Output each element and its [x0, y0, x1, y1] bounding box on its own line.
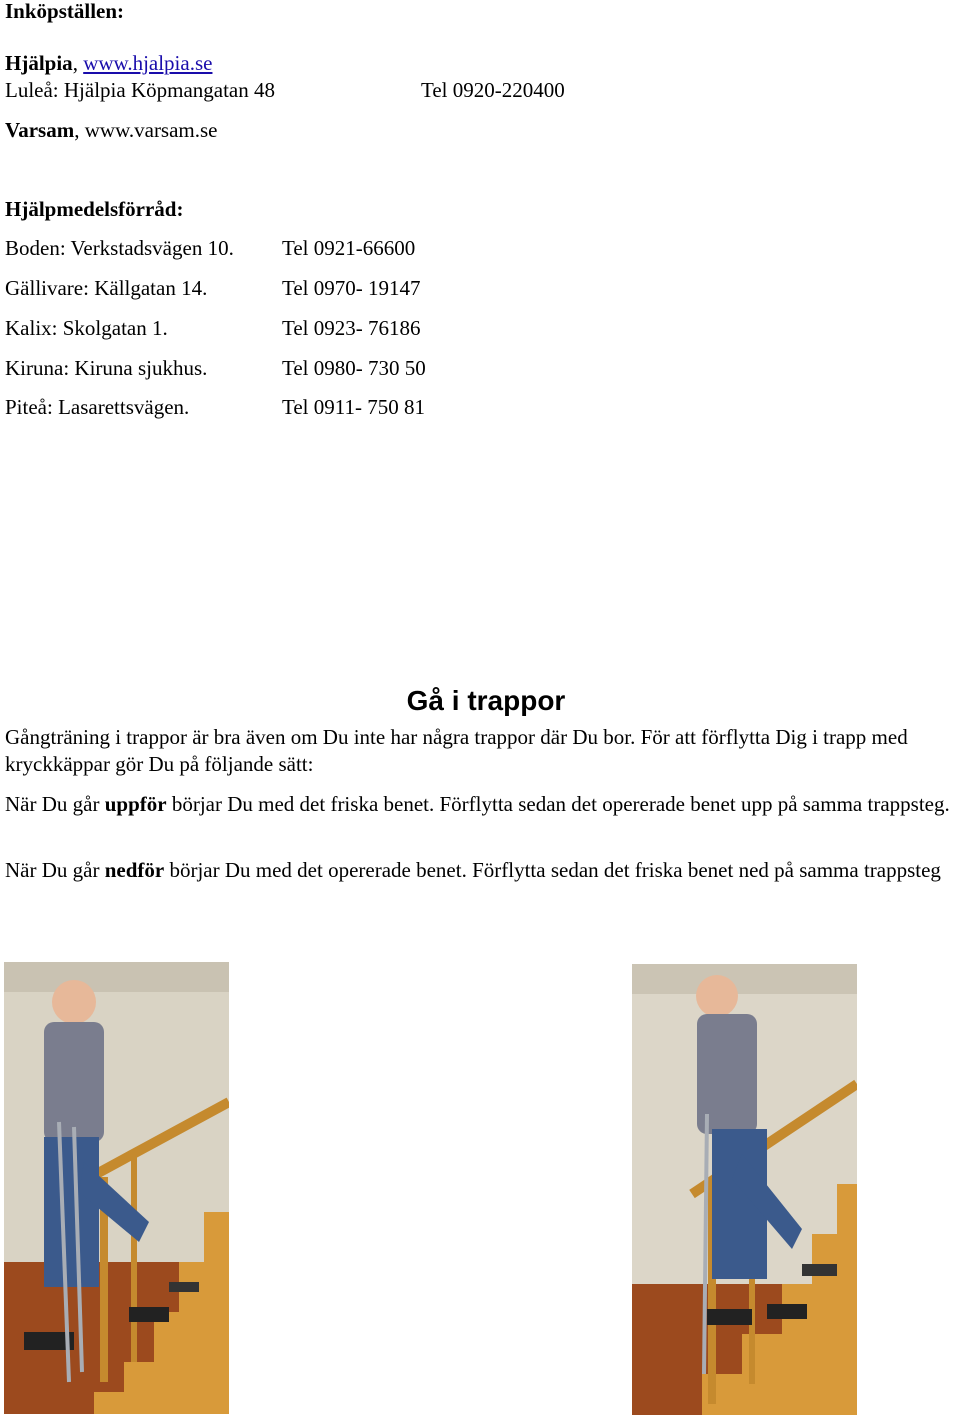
store-place-kiruna: Kiruna: Kiruna sjukhus. — [5, 356, 208, 380]
stairs-down-instruction — [5, 857, 960, 884]
stairs-up-instruction — [5, 791, 960, 818]
down-bold: nedför — [104, 858, 165, 882]
purchase-heading: Inköpställen: — [5, 0, 125, 23]
stairs-heading: Gå i trappor — [406, 685, 566, 716]
store-tel-kalix: Tel 0923- 76186 — [282, 316, 421, 340]
varsam-name: Varsam — [5, 118, 75, 142]
varsam-url[interactable]: www.varsam.se — [84, 118, 218, 142]
down-pre: När Du går — [5, 858, 105, 882]
varsam-separator: , — [74, 118, 85, 142]
up-bold: uppför — [104, 792, 167, 816]
stairs-photo-left — [4, 962, 229, 1414]
store-tel-pitea: Tel 0911- 750 81 — [282, 395, 425, 419]
store-place-gallivare: Gällivare: Källgatan 14. — [5, 276, 208, 300]
hjalpia-link[interactable]: www.hjalpia.se — [83, 51, 213, 75]
aids-store-heading: Hjälpmedelsförråd: — [5, 197, 184, 221]
up-post: börjar Du med det friska benet. Förflytta sedan det opererade benet upp på samma trappsteg. — [166, 792, 950, 816]
hjalpia-line — [5, 50, 212, 76]
hjalpia-name: Hjälpia — [5, 51, 73, 75]
lulea-address: Luleå: Hjälpia Köpmangatan 48 — [5, 78, 275, 102]
store-tel-boden: Tel 0921-66600 — [282, 236, 416, 260]
stairs-intro: Gångträning i trappor är bra även om Du inte har några trappor där Du bor. För att förflytta Dig i trapp med kryckkäppar gör Du på följande sätt: — [5, 725, 908, 776]
stairs-photo-right-image — [632, 964, 857, 1415]
store-place-boden: Boden: Verkstadsvägen 10. — [5, 236, 234, 260]
varsam-line — [5, 117, 218, 143]
stairs-photo-right — [632, 964, 857, 1415]
down-post: börjar Du med det opererade benet. Förflytta sedan det friska benet ned på samma trappsteg — [164, 858, 941, 882]
store-place-kalix: Kalix: Skolgatan 1. — [5, 316, 168, 340]
up-pre: När Du går — [5, 792, 105, 816]
stairs-photo-left-image — [4, 962, 229, 1414]
store-tel-gallivare: Tel 0970- 19147 — [282, 276, 421, 300]
store-tel-kiruna: Tel 0980- 730 50 — [282, 356, 426, 380]
lulea-tel: Tel 0920-220400 — [421, 78, 565, 102]
store-place-pitea: Piteå: Lasarettsvägen. — [5, 395, 190, 419]
hjalpia-separator: , — [72, 51, 84, 75]
